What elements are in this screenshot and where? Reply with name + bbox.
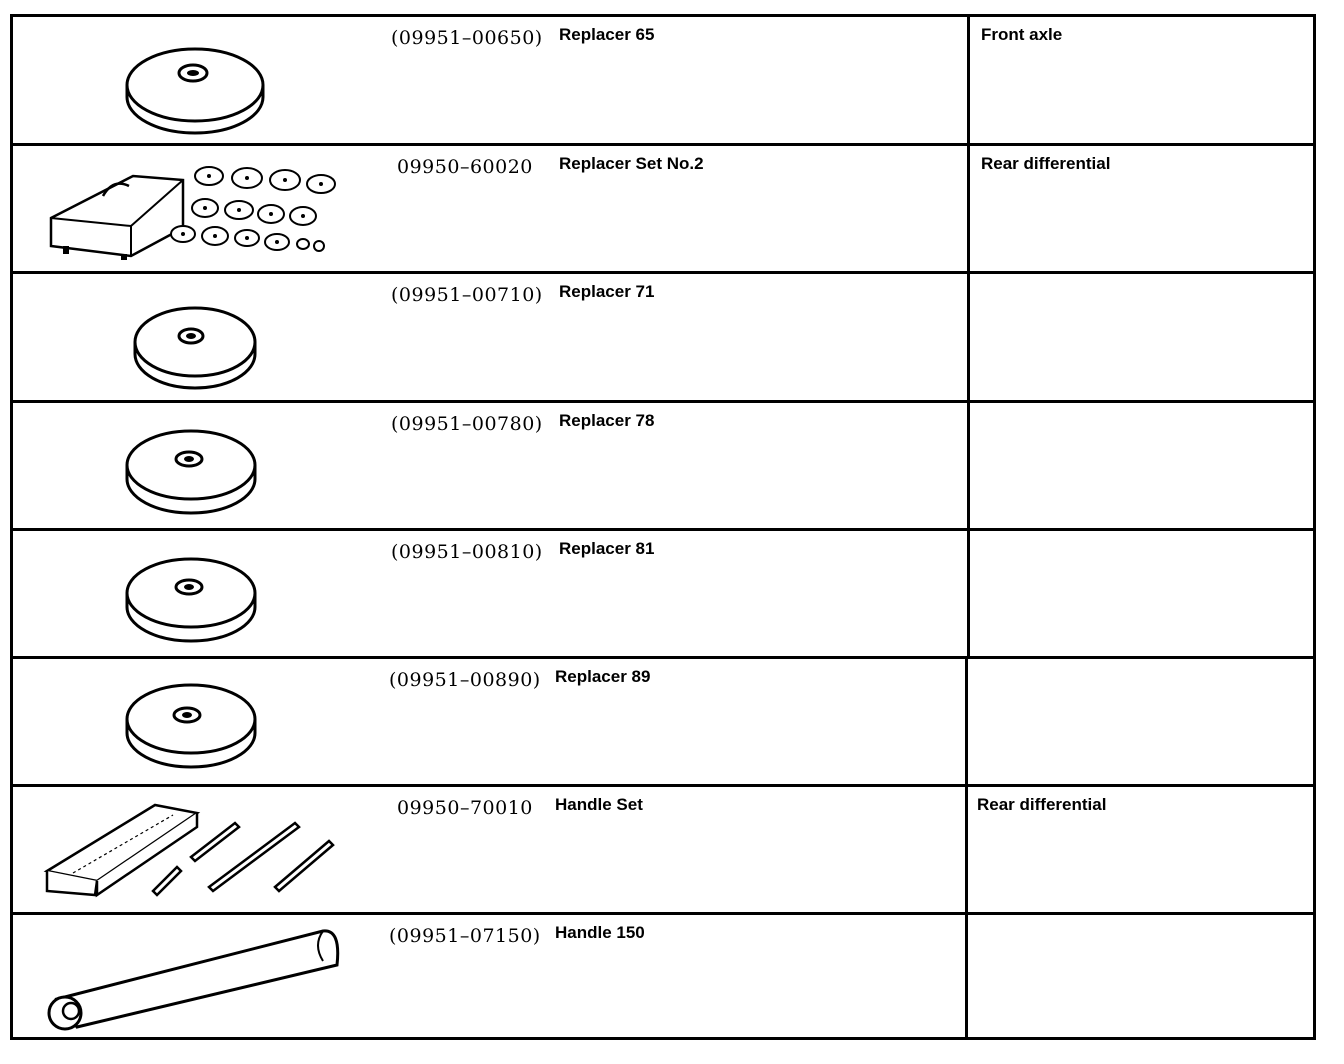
table-row — [13, 403, 1313, 531]
part-number: 09950–60020 — [397, 156, 533, 178]
replacer-disc-icon — [13, 659, 383, 784]
tool-name: Replacer 81 — [559, 539, 655, 558]
part-number: (09951–07150) — [389, 925, 541, 947]
tool-name: Replacer 71 — [559, 282, 655, 301]
handle-bar-icon — [13, 915, 383, 1037]
tool-use: Rear differential — [977, 795, 1107, 814]
column-divider — [967, 146, 970, 271]
column-divider — [967, 403, 970, 528]
replacer-disc-icon — [13, 531, 383, 656]
replacer-disc-icon — [13, 274, 383, 400]
replacer-disc-icon — [13, 17, 383, 143]
column-divider — [967, 274, 970, 400]
table-row — [13, 146, 1313, 274]
tool-name: Replacer 78 — [559, 411, 655, 430]
table-row — [13, 787, 1313, 915]
tool-name: Replacer Set No.2 — [559, 154, 704, 173]
tool-use: Front axle — [981, 25, 1063, 44]
part-number: (09951–00710) — [391, 284, 543, 306]
table-row — [13, 17, 1313, 146]
part-number: 09950–70010 — [397, 797, 533, 819]
column-divider — [965, 915, 968, 1037]
table-row — [13, 531, 1313, 659]
tool-table — [10, 14, 1316, 1040]
table-row — [13, 659, 1313, 787]
tool-name: Handle Set — [555, 795, 643, 814]
tool-name: Replacer 89 — [555, 667, 651, 686]
tool-use: Rear differential — [981, 154, 1111, 173]
handle-set-icon — [13, 787, 383, 912]
tool-name: Handle 150 — [555, 923, 645, 942]
column-divider — [965, 787, 968, 912]
tool-name: Replacer 65 — [559, 25, 655, 44]
replacer-disc-icon — [13, 403, 383, 528]
part-number: (09951–00780) — [391, 413, 543, 435]
part-number: (09951–00650) — [391, 27, 543, 49]
part-number: (09951–00890) — [389, 669, 541, 691]
column-divider — [965, 659, 968, 784]
table-row — [13, 274, 1313, 403]
table-row — [13, 915, 1313, 1037]
replacer-set-case-icon — [13, 146, 383, 271]
column-divider — [967, 531, 970, 656]
part-number: (09951–00810) — [391, 541, 543, 563]
column-divider — [967, 17, 970, 143]
